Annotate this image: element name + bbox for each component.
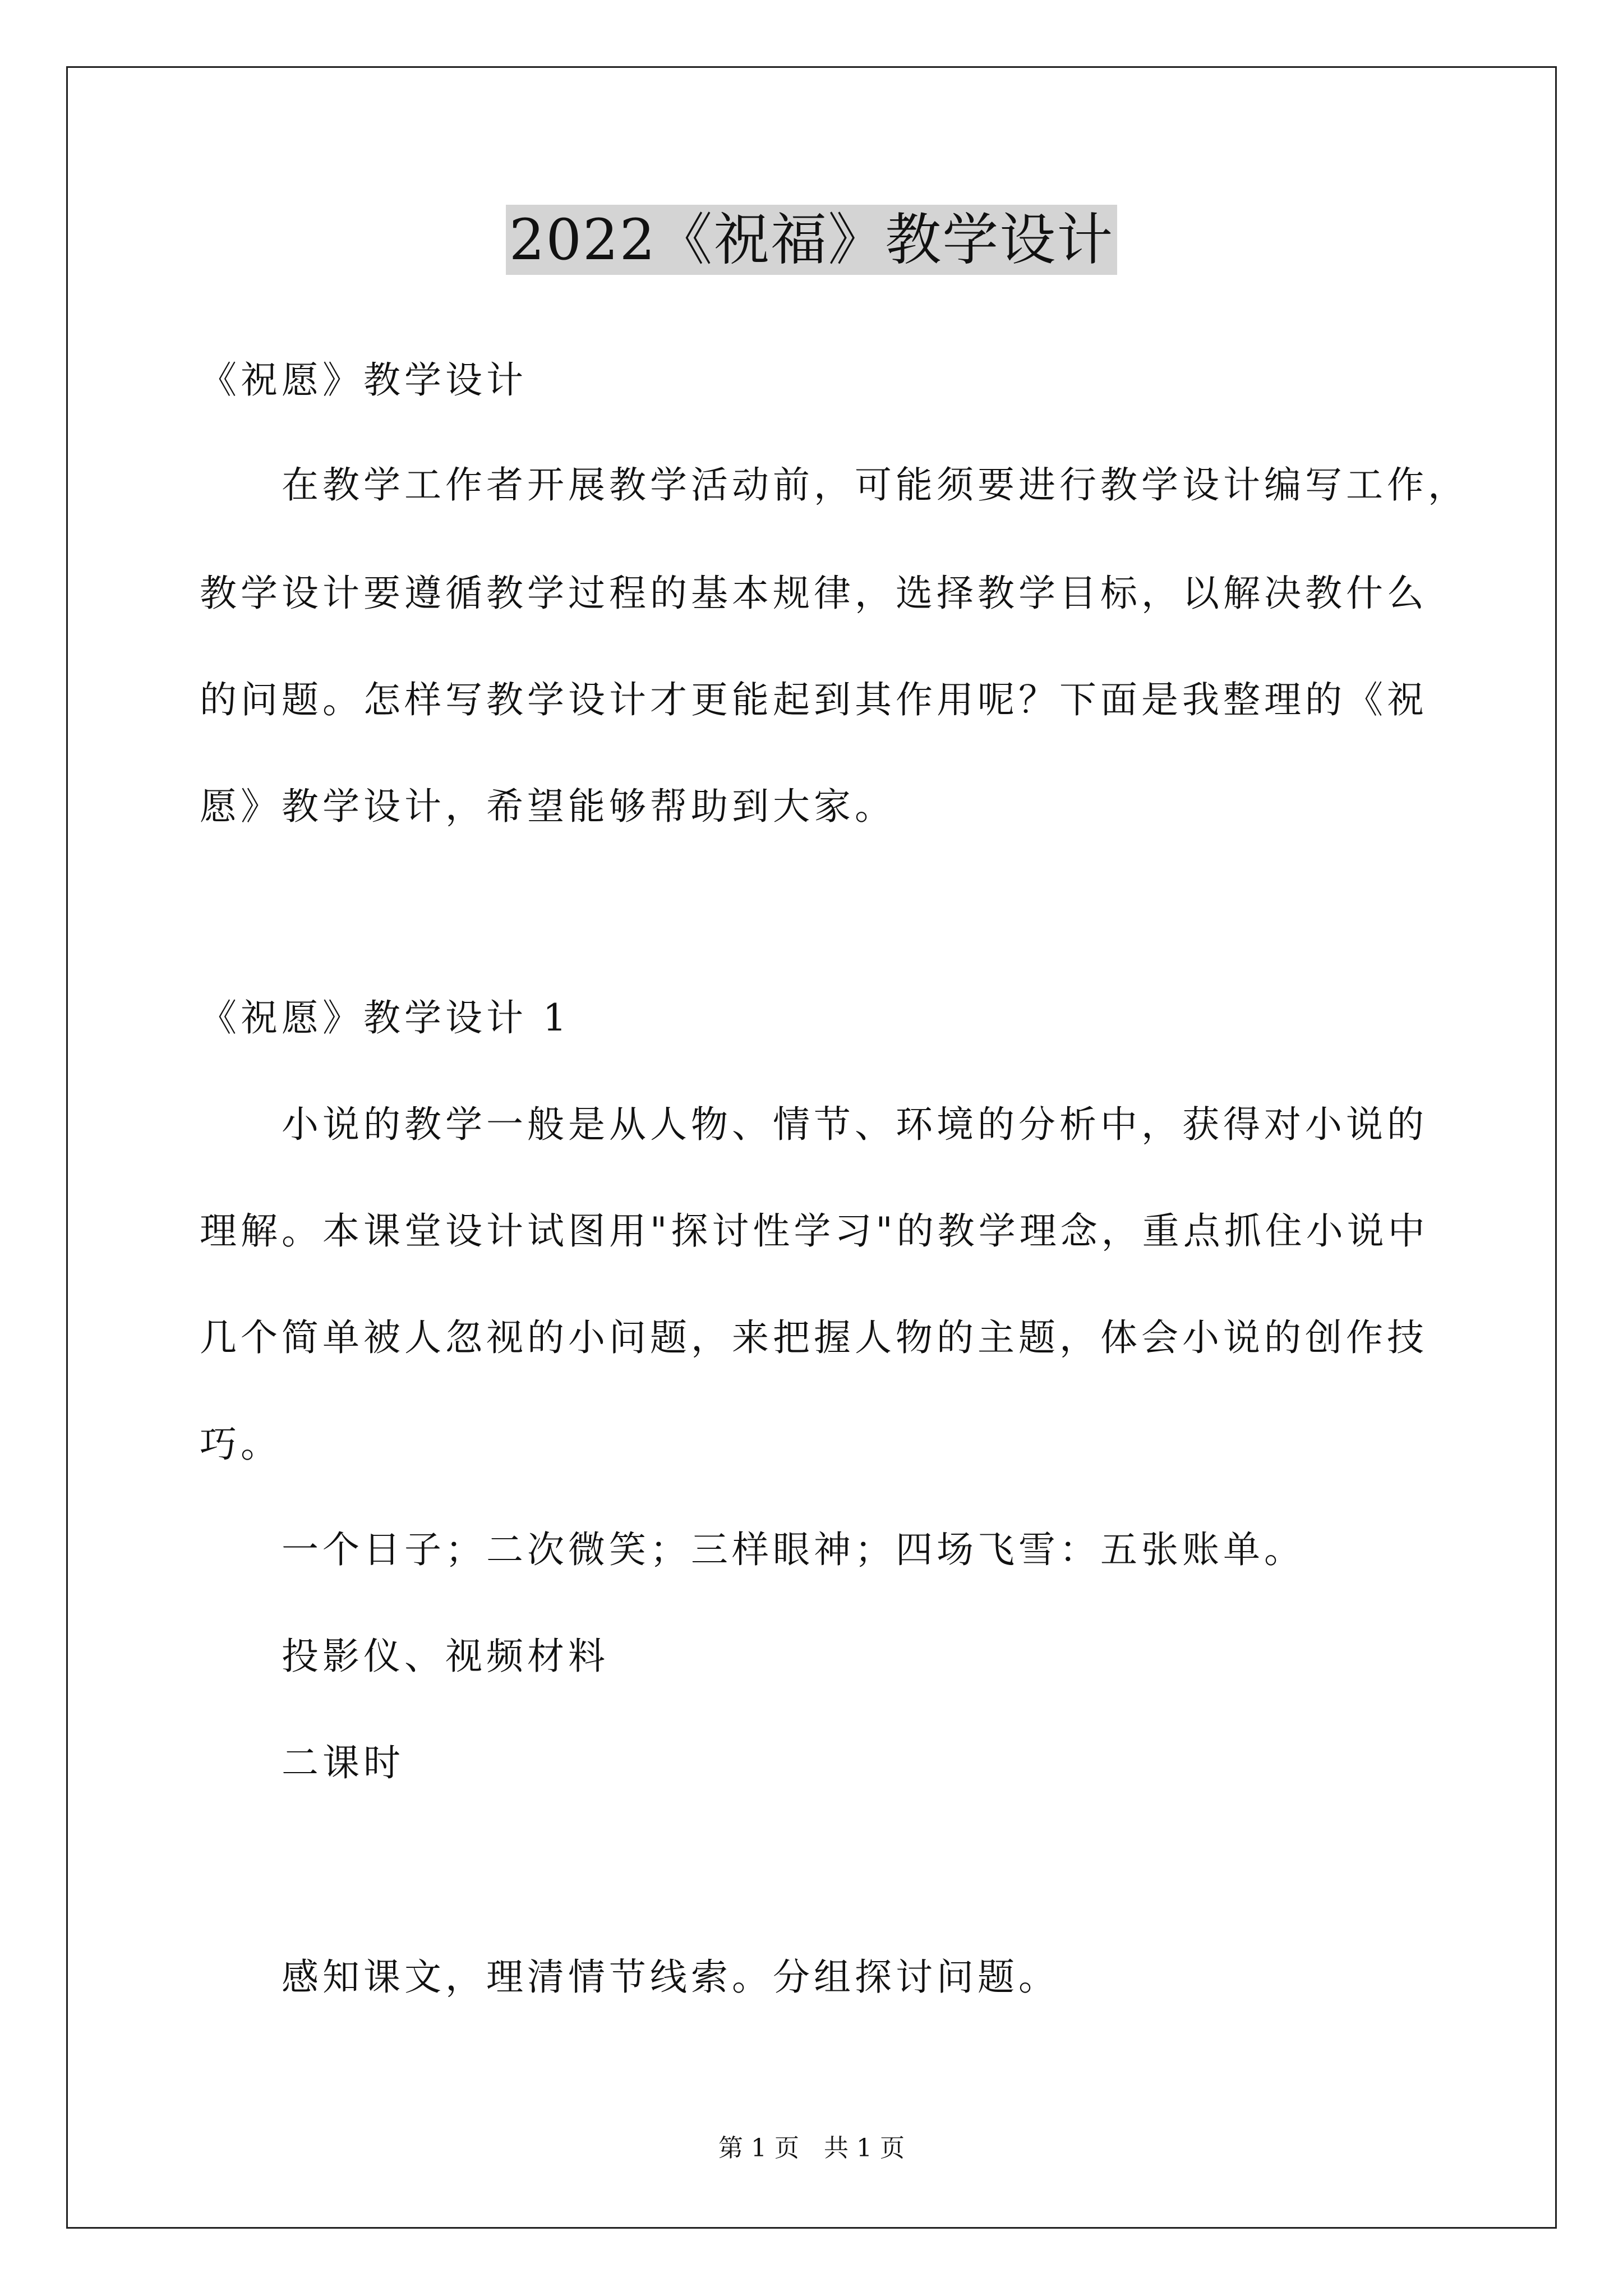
section1-line-1: 小说的教学一般是从人物、情节、环境的分析中，获得对小说的: [282, 1103, 1428, 1146]
subtitle: 《祝愿》教学设计: [200, 358, 527, 402]
document-title: [0, 201, 1623, 279]
intro-line-2: 教学设计要遵循教学过程的基本规律，选择教学目标，以解决教什么: [200, 572, 1428, 615]
materials-line: 投影仪、视频材料: [282, 1635, 609, 1678]
intro-line-3: 的问题。怎样写教学设计才更能起到其作用呢？下面是我整理的《祝: [200, 678, 1428, 721]
document-title-text: 2022《祝福》教学设计: [506, 205, 1118, 275]
section1-heading: 《祝愿》教学设计 1: [200, 996, 570, 1039]
intro-line-4: 愿》教学设计，希望能够帮助到大家。: [200, 785, 896, 828]
section1-line-3: 几个简单被人忽视的小问题，来把握人物的主题，体会小说的创作技: [200, 1316, 1428, 1359]
intro-line-1: 在教学工作者开展教学活动前，可能须要进行教学设计编写工作，: [282, 463, 1469, 507]
page-footer: 第 1 页 共 1 页: [718, 2134, 905, 2162]
section1-line-4: 巧。: [200, 1423, 282, 1466]
objectives-line: 一个日子；二次微笑；三样眼神；四场飞雪：五张账单。: [282, 1528, 1305, 1571]
section1-line-2: 理解。本课堂设计试图用"探讨性学习"的教学理念，重点抓住小说中: [200, 1209, 1429, 1253]
duration-line: 二课时: [282, 1741, 404, 1784]
activity-line: 感知课文，理清情节线索。分组探讨问题。: [282, 1955, 1059, 1999]
